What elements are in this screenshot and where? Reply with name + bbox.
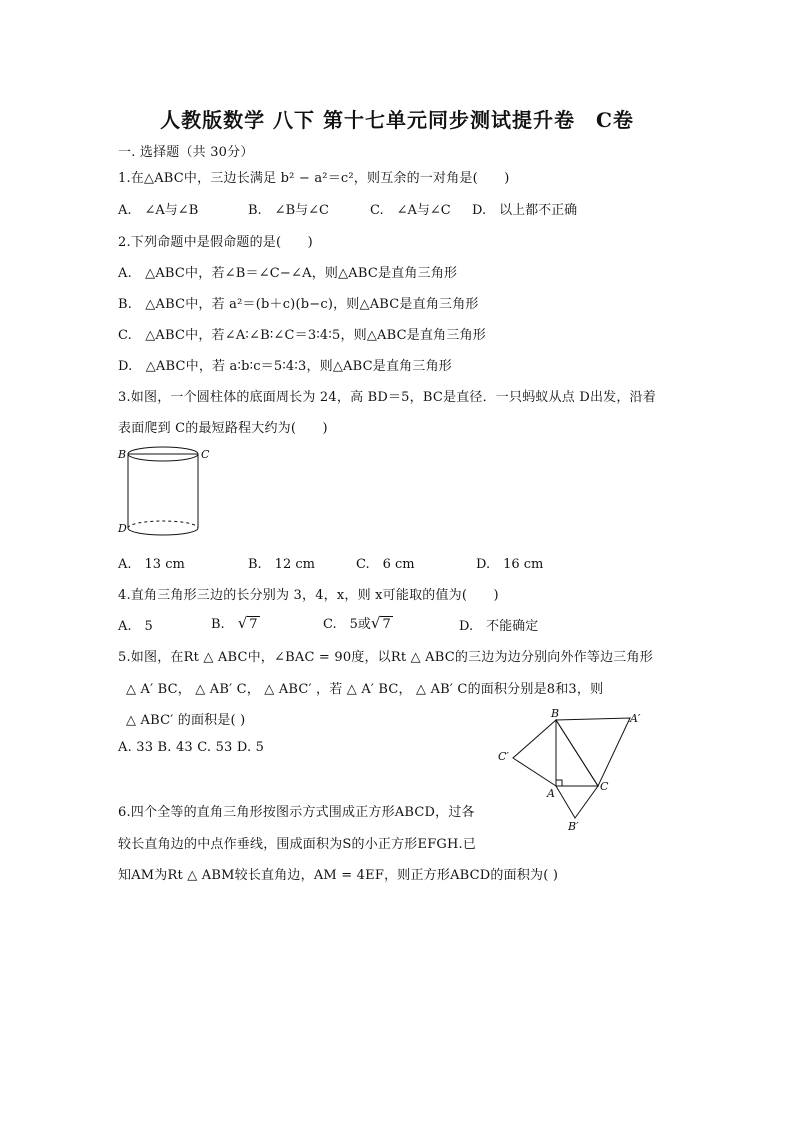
label-b-prime: B′ bbox=[568, 820, 579, 833]
question-2-option-c: C. △ABC中，若∠A∶∠B∶∠C＝3∶4∶5，则△ABC是直角三角形 bbox=[118, 328, 486, 343]
question-2-option-d: D. △ABC中，若 a∶b∶c＝5∶4∶3，则△ABC是直角三角形 bbox=[118, 359, 452, 374]
question-3-option-d: D. 16 cm bbox=[476, 557, 544, 572]
question-5-stem-line-2: △ A′ BC， △ AB′ C， △ ABC′ ，若 △ A′ BC， △ AB′ C的面积分别是8和3，则 bbox=[126, 682, 604, 697]
label-c: C bbox=[201, 448, 210, 461]
sqrt-sign: √ bbox=[370, 614, 381, 632]
equilateral-a-prime-bc bbox=[556, 718, 630, 786]
label-b: B bbox=[551, 707, 560, 720]
label-c: C bbox=[600, 780, 609, 793]
label-d: D bbox=[118, 522, 127, 535]
label-a-prime: A′ bbox=[630, 712, 641, 725]
question-3-option-c: C. 6 cm bbox=[356, 557, 415, 572]
question-2-option-b: B. △ABC中，若 a²＝(b＋c)(b−c)，则△ABC是直角三角形 bbox=[118, 297, 479, 312]
question-1-option-d: D. 以上都不正确 bbox=[472, 203, 578, 218]
question-6-stem-line-3: 知AM为Rt △ ABM较长直角边，AM = 4EF，则正方形ABCD的面积为( ) bbox=[118, 868, 559, 883]
page-title: 人教版数学 八下 第十七单元同步测试提升卷 C卷 bbox=[160, 108, 634, 132]
question-3-stem-line-2: 表面爬到 C的最短路程大约为( ) bbox=[118, 421, 328, 436]
question-3-option-a: A. 13 cm bbox=[118, 557, 185, 572]
question-2-option-a: A. △ABC中，若∠B＝∠C−∠A，则△ABC是直角三角形 bbox=[118, 266, 458, 281]
option-c-prefix: C. 5或 bbox=[323, 617, 371, 632]
equilateral-ab-prime-c bbox=[556, 786, 598, 818]
question-5-stem-line-1: 5.如图，在Rt △ ABC中，∠BAC = 90度，以Rt △ ABC的三边为边分别向外作等边三角形 bbox=[118, 650, 653, 665]
question-1-stem: 1.在△ABC中，三边长满足 b² − a²＝c²，则互余的一对角是( ) bbox=[118, 171, 510, 186]
label-c-prime: C′ bbox=[498, 750, 509, 763]
question-6-stem-line-2: 较长直角边的中点作垂线，围成面积为S的小正方形EFGH.已 bbox=[118, 837, 477, 852]
equilateral-abc-prime bbox=[513, 720, 556, 786]
question-3-stem-line-1: 3.如图，一个圆柱体的底面周长为 24，高 BD＝5，BC是直径．一只蚂蚁从点 D出发，沿着 bbox=[118, 390, 656, 405]
question-4-option-c bbox=[323, 613, 393, 632]
question-4-option-a: A. 5 bbox=[118, 619, 153, 634]
question-5-stem-line-3: △ ABC′ 的面积是( ) bbox=[126, 713, 246, 728]
question-1-option-b: B. ∠B与∠C bbox=[248, 203, 329, 218]
triangle-figure bbox=[496, 708, 656, 838]
question-5-options: A. 33 B. 43 C. 53 D. 5 bbox=[118, 740, 265, 755]
label-b: B bbox=[118, 448, 127, 461]
right-angle-mark bbox=[556, 780, 562, 786]
cylinder-bottom-back bbox=[128, 521, 198, 528]
hypotenuse-bc bbox=[556, 720, 598, 786]
option-b-prefix: B. bbox=[211, 617, 238, 632]
question-4-option-b bbox=[211, 613, 260, 632]
section-heading: 一. 选择题（共 30分） bbox=[118, 145, 254, 160]
question-2-stem: 2.下列命题中是假命题的是( ) bbox=[118, 235, 313, 250]
cylinder-figure bbox=[116, 444, 216, 540]
question-6-stem-line-1: 6.四个全等的直角三角形按图示方式围成正方形ABCD，过各 bbox=[118, 805, 475, 820]
cylinder-bottom-front bbox=[128, 528, 198, 535]
radicand: 7 bbox=[382, 617, 391, 632]
label-a: A bbox=[547, 787, 555, 800]
radicand: 7 bbox=[249, 617, 258, 632]
question-4-stem: 4.直角三角形三边的长分别为 3，4，x，则 x可能取的值为( ) bbox=[118, 588, 499, 603]
question-1-option-c: C. ∠A与∠C bbox=[370, 203, 451, 218]
sqrt-sign: √ bbox=[237, 614, 248, 632]
question-4-option-d: D. 不能确定 bbox=[459, 619, 539, 634]
question-1-option-a: A. ∠A与∠B bbox=[118, 203, 199, 218]
question-3-option-b: B. 12 cm bbox=[248, 557, 315, 572]
